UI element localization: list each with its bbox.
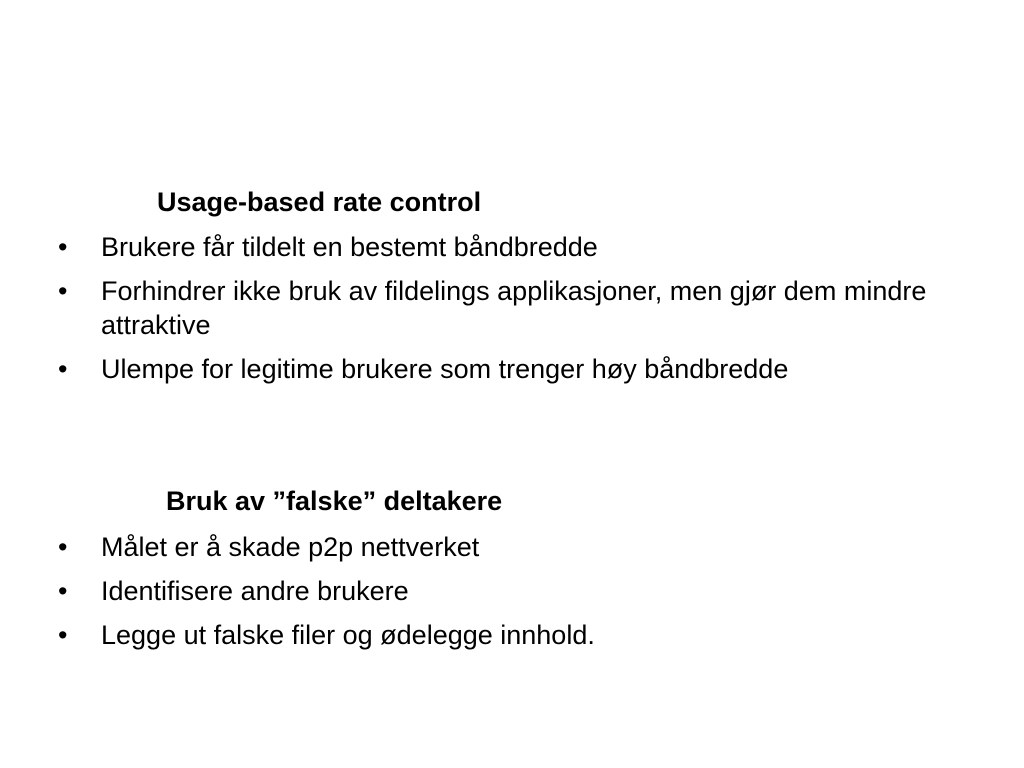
bullet-dot-icon: • <box>58 532 68 562</box>
bullet-item <box>58 618 978 652</box>
bullet-text: Målet er å skade p2p nettverket <box>101 532 480 562</box>
bullet-dot-icon: • <box>58 276 68 306</box>
bullet-item <box>58 352 978 386</box>
bullet-list-rate-control <box>58 230 978 396</box>
bullet-text: Identifisere andre brukere <box>101 576 409 606</box>
bullet-item <box>58 530 978 564</box>
bullet-dot-icon: • <box>58 576 68 606</box>
section-heading-fake-participants: Bruk av ”falske” deltakere <box>166 486 503 516</box>
bullet-item <box>58 574 978 608</box>
bullet-item <box>58 274 978 342</box>
bullet-dot-icon: • <box>58 232 68 262</box>
bullet-list-fake-participants <box>58 530 978 662</box>
section-heading-usage-based-rate-control: Usage-based rate control <box>157 187 482 217</box>
bullet-dot-icon: • <box>58 354 68 384</box>
bullet-text: Ulempe for legitime brukere som trenger høy båndbredde <box>101 354 789 384</box>
bullet-item <box>58 230 978 264</box>
bullet-text: Legge ut falske filer og ødelegge innhold. <box>101 620 595 650</box>
bullet-dot-icon: • <box>58 620 68 650</box>
bullet-text: Forhindrer ikke bruk av fildelings applikasjoner, men gjør dem mindre attraktive <box>101 276 927 340</box>
bullet-text: Brukere får tildelt en bestemt båndbredde <box>101 232 598 262</box>
